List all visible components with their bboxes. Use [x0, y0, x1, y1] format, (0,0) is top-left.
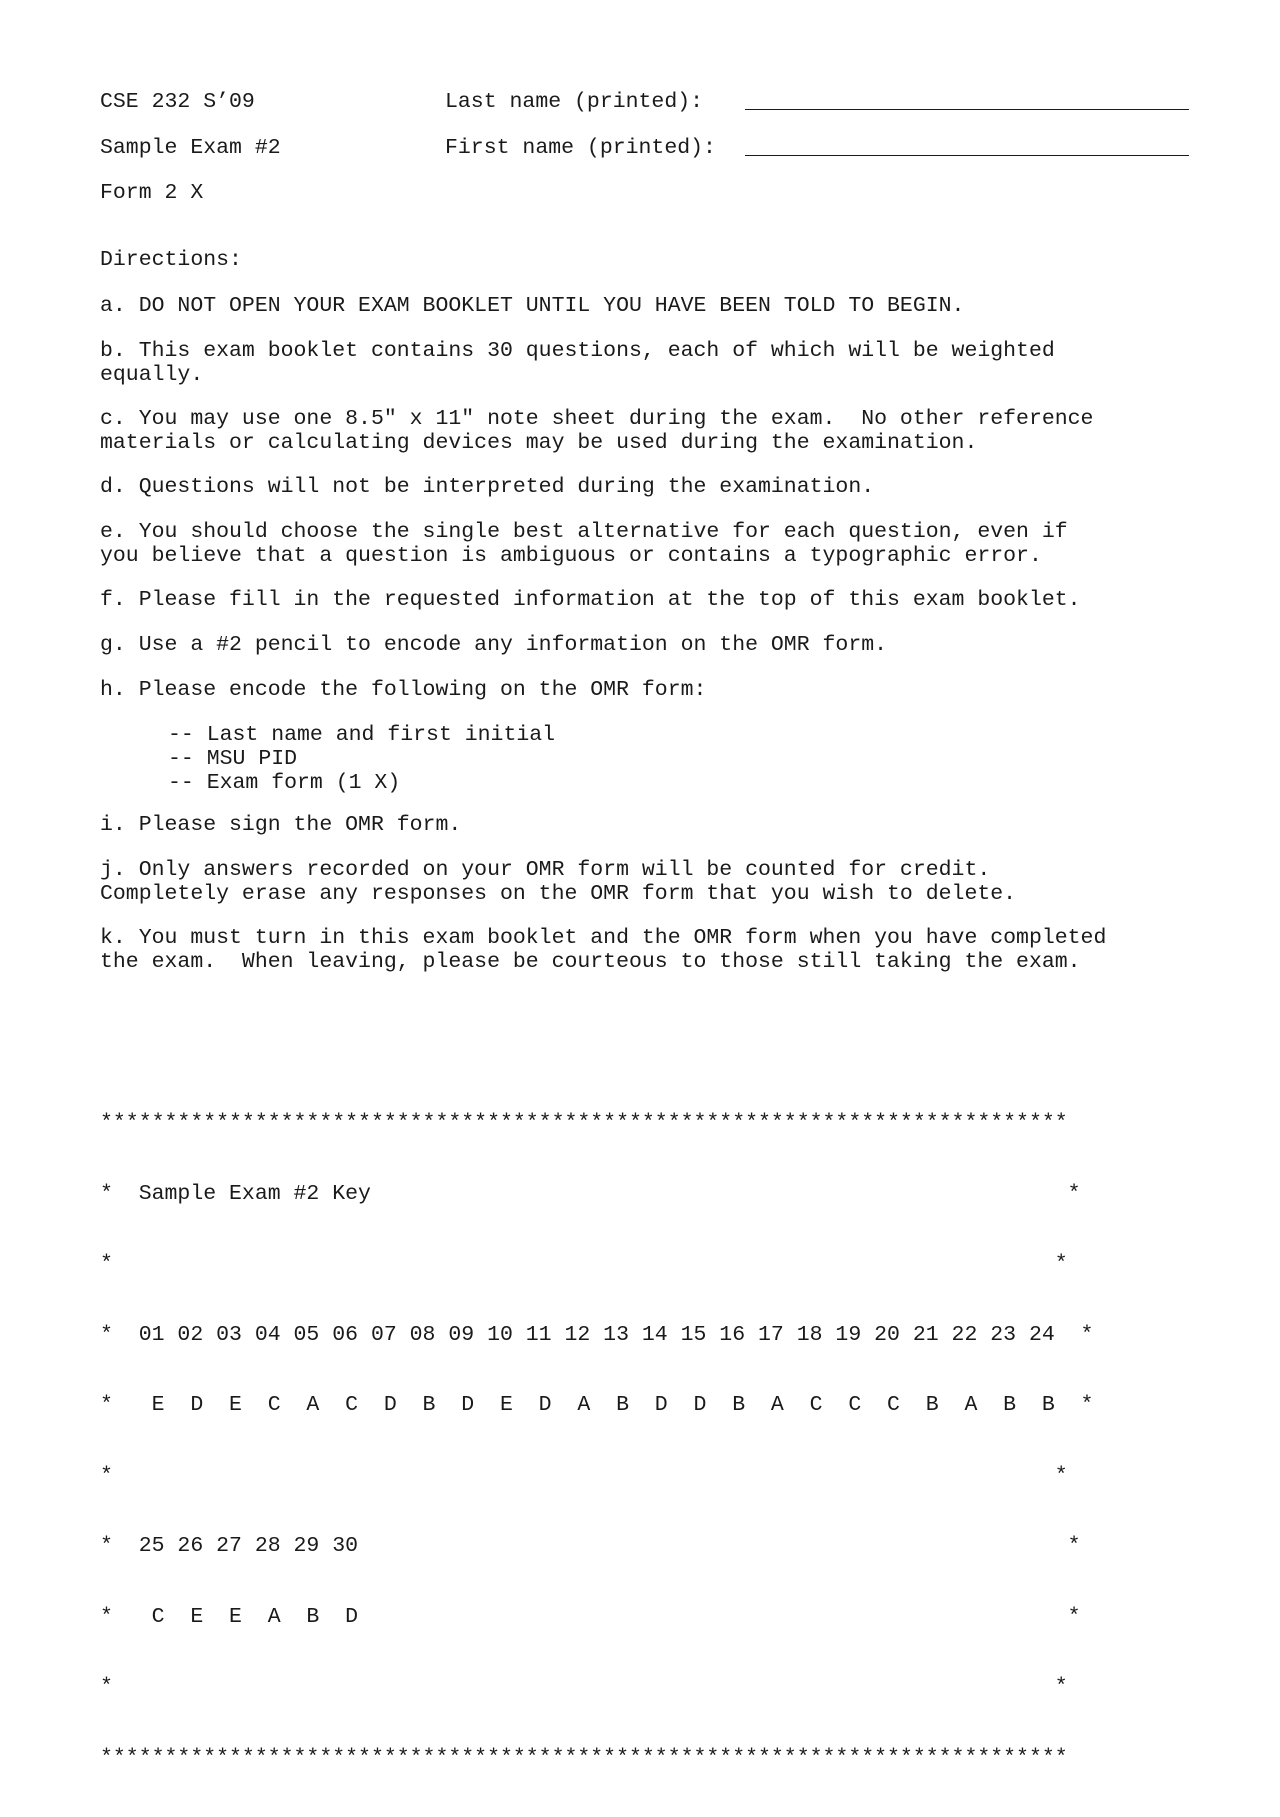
direction-b: b. This exam booklet contains 30 questions, each of which will be weighted equally. [100, 339, 1055, 387]
key-border-bottom: *************************************************************************** [100, 1745, 1068, 1770]
encode-item-pid: -- MSU PID [168, 747, 298, 771]
key-blank-row: * * [100, 1675, 1068, 1699]
first-name-field[interactable] [745, 155, 1189, 156]
key-blank-row: * * [100, 1252, 1068, 1276]
encode-list [168, 723, 555, 795]
direction-a: a. DO NOT OPEN YOUR EXAM BOOKLET UNTIL YOU HAVE BEEN TOLD TO BEGIN. [100, 294, 965, 318]
key-numbers-row-2: * 25 26 27 28 29 30 * [100, 1534, 1081, 1558]
directions-title: Directions: [100, 248, 242, 272]
direction-e: e. You should choose the single best alternative for each question, even if you believe that a question is ambiguous or contains a typographic error. [100, 520, 1068, 568]
direction-c: c. You may use one 8.5" x 11" note sheet during the exam. No other reference materials or calculating devices may be used during the examination. [100, 407, 1094, 455]
key-blank-row: * * [100, 1463, 1068, 1488]
key-answers-row-1: * E D E C A C D B D E D A B D D B A C C C B A B B * [100, 1393, 1094, 1417]
encode-item-exam-form: -- Exam form (1 X) [168, 771, 401, 795]
direction-d: d. Questions will not be interpreted during the examination. [100, 475, 875, 499]
last-name-label: Last name (printed): [445, 90, 704, 114]
direction-i: i. Please sign the OMR form. [100, 813, 462, 837]
direction-g: g. Use a #2 pencil to encode any information on the OMR form. [100, 633, 888, 657]
first-name-label: First name (printed): [445, 136, 716, 160]
key-numbers-row-1: * 01 02 03 04 05 06 07 08 09 10 11 12 13 14 15 16 17 18 19 20 21 22 23 24 * [100, 1322, 1094, 1347]
direction-j: j. Only answers recorded on your OMR form will be counted for credit. Completely erase any responses on the OMR form that you wish to delete. [100, 858, 1017, 906]
direction-h: h. Please encode the following on the OMR form: [100, 678, 707, 702]
key-answers-row-2: * C E E A B D * [100, 1604, 1081, 1629]
direction-f: f. Please fill in the requested information at the top of this exam booklet. [100, 588, 1081, 612]
key-border-top: *************************************************************************** [100, 1111, 1068, 1135]
encode-item-last-name: -- Last name and first initial [168, 723, 556, 747]
answer-key-box [100, 1065, 1093, 1817]
direction-k: k. You must turn in this exam booklet and the OMR form when you have completed the exam. When leaving, please be courteous to those still taking the exam. [100, 926, 1107, 974]
course-label: CSE 232 S’09 [100, 90, 255, 114]
key-title-row: * Sample Exam #2 Key * [100, 1181, 1081, 1206]
form-label: Form 2 X [100, 181, 204, 205]
last-name-field[interactable] [745, 109, 1189, 110]
exam-title: Sample Exam #2 [100, 136, 281, 160]
